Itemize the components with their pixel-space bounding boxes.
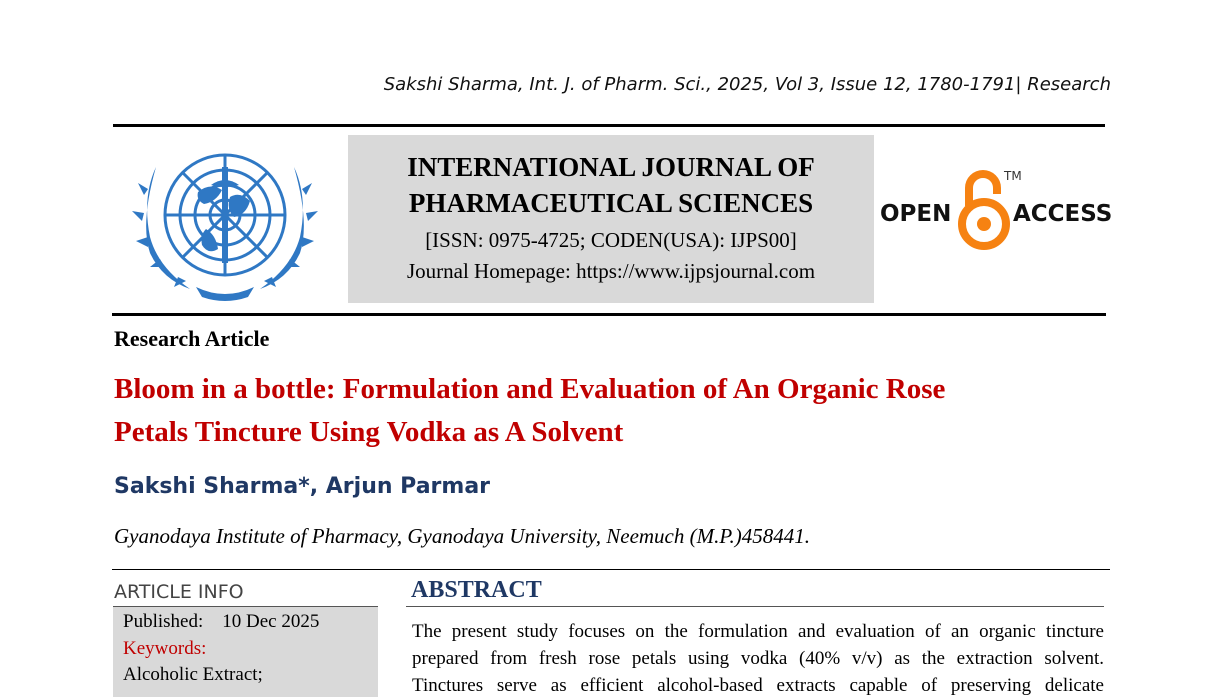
published-row: [123, 611, 319, 633]
abstract-heading: ABSTRACT: [411, 577, 542, 603]
journal-title-line1: INTERNATIONAL JOURNAL OF: [407, 152, 815, 182]
journal-issn: [ISSN: 0975-4725; CODEN(USA): IJPS00]: [425, 228, 797, 252]
section-rule: [112, 569, 1110, 570]
article-title-line1: Bloom in a bottle: Formulation and Evaluation of An Organic Rose: [114, 373, 946, 405]
un-emblem-icon: [126, 137, 324, 305]
abstract-rule: [406, 606, 1104, 607]
affiliation: Gyanodaya Institute of Pharmacy, Gyanodaya University, Neemuch (M.P.)458441.: [114, 524, 810, 548]
published-date: 10 Dec 2025: [222, 611, 320, 632]
keyword-item: Alcoholic Extract;: [123, 664, 263, 685]
article-title-line2: Petals Tincture Using Vodka as A Solvent: [114, 416, 624, 448]
journal-title-line2: PHARMACEUTICAL SCIENCES: [408, 188, 814, 218]
journal-homepage: Journal Homepage: https://www.ijpsjournal.com: [406, 259, 816, 283]
running-head: Sakshi Sharma, Int. J. of Pharm. Sci., 2025, Vol 3, Issue 12, 1780-1791| Research: [383, 74, 1111, 95]
abstract-line: The present study focuses on the formulation and evaluation of an organic tincture: [412, 621, 1104, 642]
abstract-body: [412, 618, 1104, 699]
article-type: Research Article: [114, 326, 270, 351]
open-access-open-text: OPEN: [880, 201, 952, 227]
abstract-line: prepared from fresh rose petals using vodka (40% v/v) as the extraction solvent.: [412, 648, 1104, 669]
open-access-access-text: ACCESS: [1013, 201, 1113, 227]
journal-masthead: [348, 135, 874, 303]
published-label: Published:: [123, 611, 204, 632]
header-rule-bottom: [112, 313, 1106, 316]
abstract-line: Tinctures serve as efficient alcohol-based extracts capable of preserving delicate: [412, 675, 1104, 696]
authors: Sakshi Sharma*, Arjun Parmar: [114, 474, 491, 499]
article-info-box: [113, 607, 378, 697]
article-info-heading: ARTICLE INFO: [114, 581, 244, 603]
header-rule-top: [113, 124, 1105, 127]
trademark-mark: TM: [1004, 169, 1022, 183]
article-title: [114, 368, 1074, 454]
keywords-label: Keywords:: [123, 638, 207, 659]
